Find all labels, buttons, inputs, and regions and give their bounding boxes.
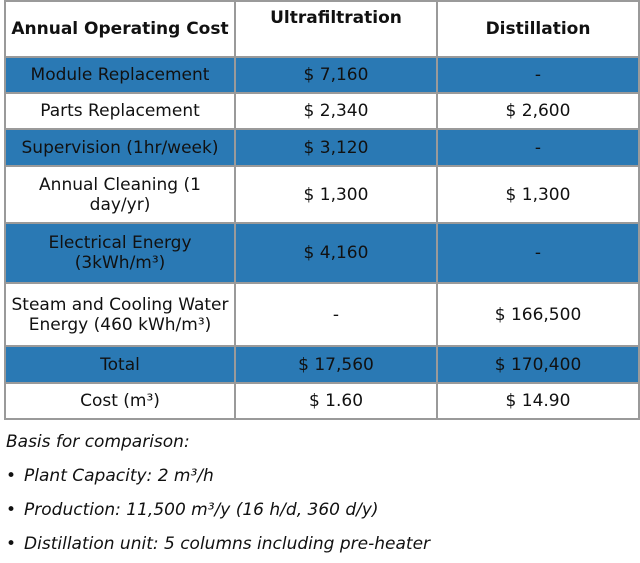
list-item [6,529,430,563]
distillation-cell: $ 2,600 [437,93,639,129]
list-item [6,461,430,495]
table-header-row [5,1,639,57]
distillation-cell: - [437,223,639,283]
table-row [5,166,639,223]
comparison-notes [6,427,430,563]
row-label: Supervision (1hr/week) [5,129,235,166]
distillation-cell: - [437,57,639,93]
header-distillation: Distillation [437,1,639,57]
ultrafiltration-cell: $ 7,160 [235,57,437,93]
row-label: Cost (m³) [5,383,235,419]
ultrafiltration-cell: $ 4,160 [235,223,437,283]
row-label: Electrical Energy (3kWh/m³) [5,223,235,283]
table-row [5,283,639,346]
distillation-cell: $ 14.90 [437,383,639,419]
ultrafiltration-cell: $ 17,560 [235,346,437,383]
bullet-icon: • [6,534,17,554]
ultrafiltration-cell: - [235,283,437,346]
row-label: Annual Cleaning (1 day/yr) [5,166,235,223]
table-row [5,383,639,419]
row-label: Steam and Cooling Water Energy (460 kWh/m³) [5,283,235,346]
distillation-cell: $ 166,500 [437,283,639,346]
header-ultrafiltration: Ultrafiltration [235,1,437,57]
table-row [5,93,639,129]
notes-heading: Basis for comparison: [6,432,190,452]
ultrafiltration-cell: $ 2,340 [235,93,437,129]
bullet-icon: • [6,466,17,486]
table-row [5,346,639,383]
list-item [6,495,430,529]
ultrafiltration-cell: $ 3,120 [235,129,437,166]
ultrafiltration-cell: $ 1.60 [235,383,437,419]
note-text: Production: 11,500 m³/y (16 h/d, 360 d/y) [24,500,379,520]
distillation-cell: $ 1,300 [437,166,639,223]
distillation-cell: $ 170,400 [437,346,639,383]
note-text: Distillation unit: 5 columns including pre-heater [24,534,431,554]
distillation-cell: - [437,129,639,166]
header-annual-operating-cost: Annual Operating Cost [5,1,235,57]
bullet-icon: • [6,500,17,520]
row-label: Module Replacement [5,57,235,93]
table-row [5,57,639,93]
ultrafiltration-cell: $ 1,300 [235,166,437,223]
table-row [5,223,639,283]
row-label: Parts Replacement [5,93,235,129]
table-row [5,129,639,166]
note-text: Plant Capacity: 2 m³/h [24,466,214,486]
row-label: Total [5,346,235,383]
operating-cost-table [4,0,640,420]
